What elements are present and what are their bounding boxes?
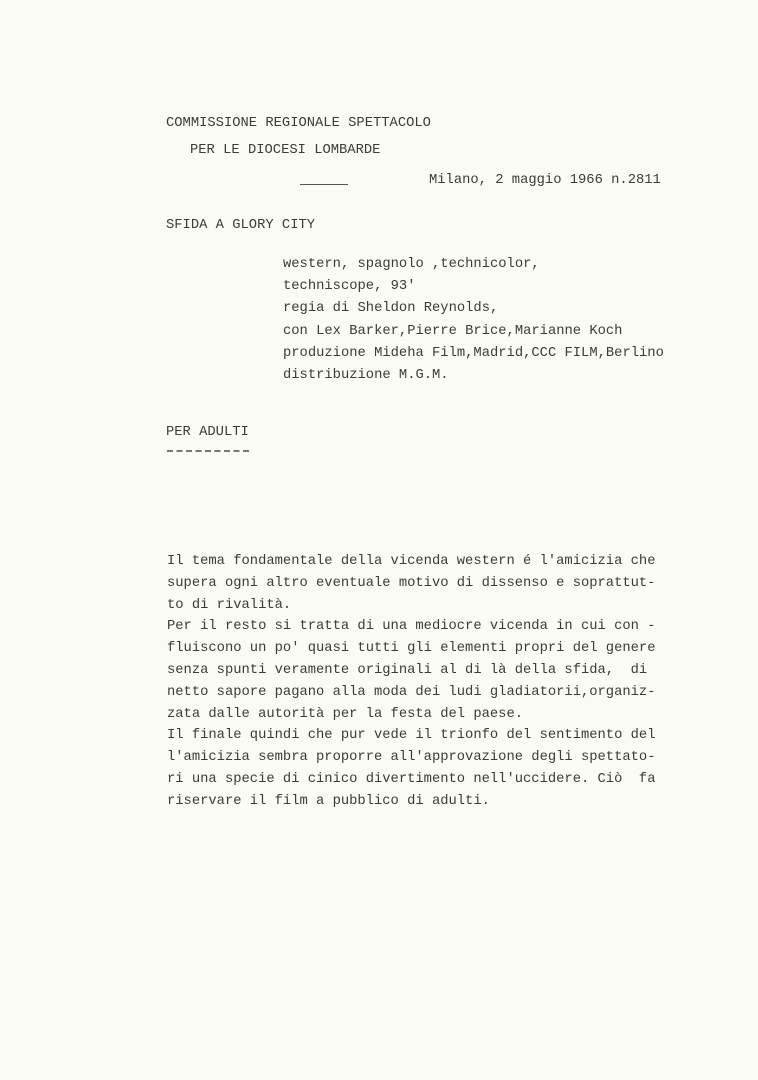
rating-underline [167, 450, 249, 454]
detail-line: distribuzione M.G.M. [283, 367, 449, 383]
body-line: ri una specie di cinico divertimento nell'uccidere. Ciò fa [167, 771, 656, 787]
body-line: zata dalle autorità per la festa del paese. [167, 706, 524, 722]
detail-line: western, spagnolo ,technicolor, [283, 257, 540, 272]
body-line: senza spunti veramente originali al di là della sfida, di [167, 662, 648, 678]
film-title: SFIDA A GLORY CITY [166, 218, 316, 233]
organization-subtitle: PER LE DIOCESI LOMBARDE [190, 143, 381, 158]
body-line: Il tema fondamentale della vicenda western é l'amicizia che [167, 554, 656, 569]
body-line: supera ogni altro eventuale motivo di dissenso e soprattut- [167, 575, 656, 591]
detail-line: techniscope, 93' [283, 279, 416, 295]
detail-line: con Lex Barker,Pierre Brice,Marianne Koch [283, 323, 623, 339]
detail-line: produzione Mideha Film,Madrid,CCC FILM,Berlino [283, 345, 664, 361]
review-body [167, 554, 656, 816]
body-line: Per il resto si tratta di una mediocre vicenda in cui con - [167, 619, 656, 635]
film-details [283, 257, 664, 390]
body-line: to di rivalità. [167, 597, 292, 613]
separator-dash [300, 184, 348, 186]
body-line: netto sapore pagano alla moda dei ludi gladiatorii,organiz- [167, 684, 656, 700]
rating-label: PER ADULTI [166, 425, 249, 440]
body-line: fluiscono un po' quasi tutti gli elementi propri del genere [167, 641, 656, 657]
body-line: Il finale quindi che pur vede il trionfo del sentimento del [167, 728, 656, 744]
date-reference: Milano, 2 maggio 1966 n.2811 [429, 173, 661, 188]
body-line: riservare il film a pubblico di adulti. [167, 793, 490, 809]
detail-line: regia di Sheldon Reynolds, [283, 301, 499, 317]
organization-heading: COMMISSIONE REGIONALE SPETTACOLO [166, 116, 431, 131]
body-line: l'amicizia sembra proporre all'approvazione degli spettato- [167, 750, 656, 766]
